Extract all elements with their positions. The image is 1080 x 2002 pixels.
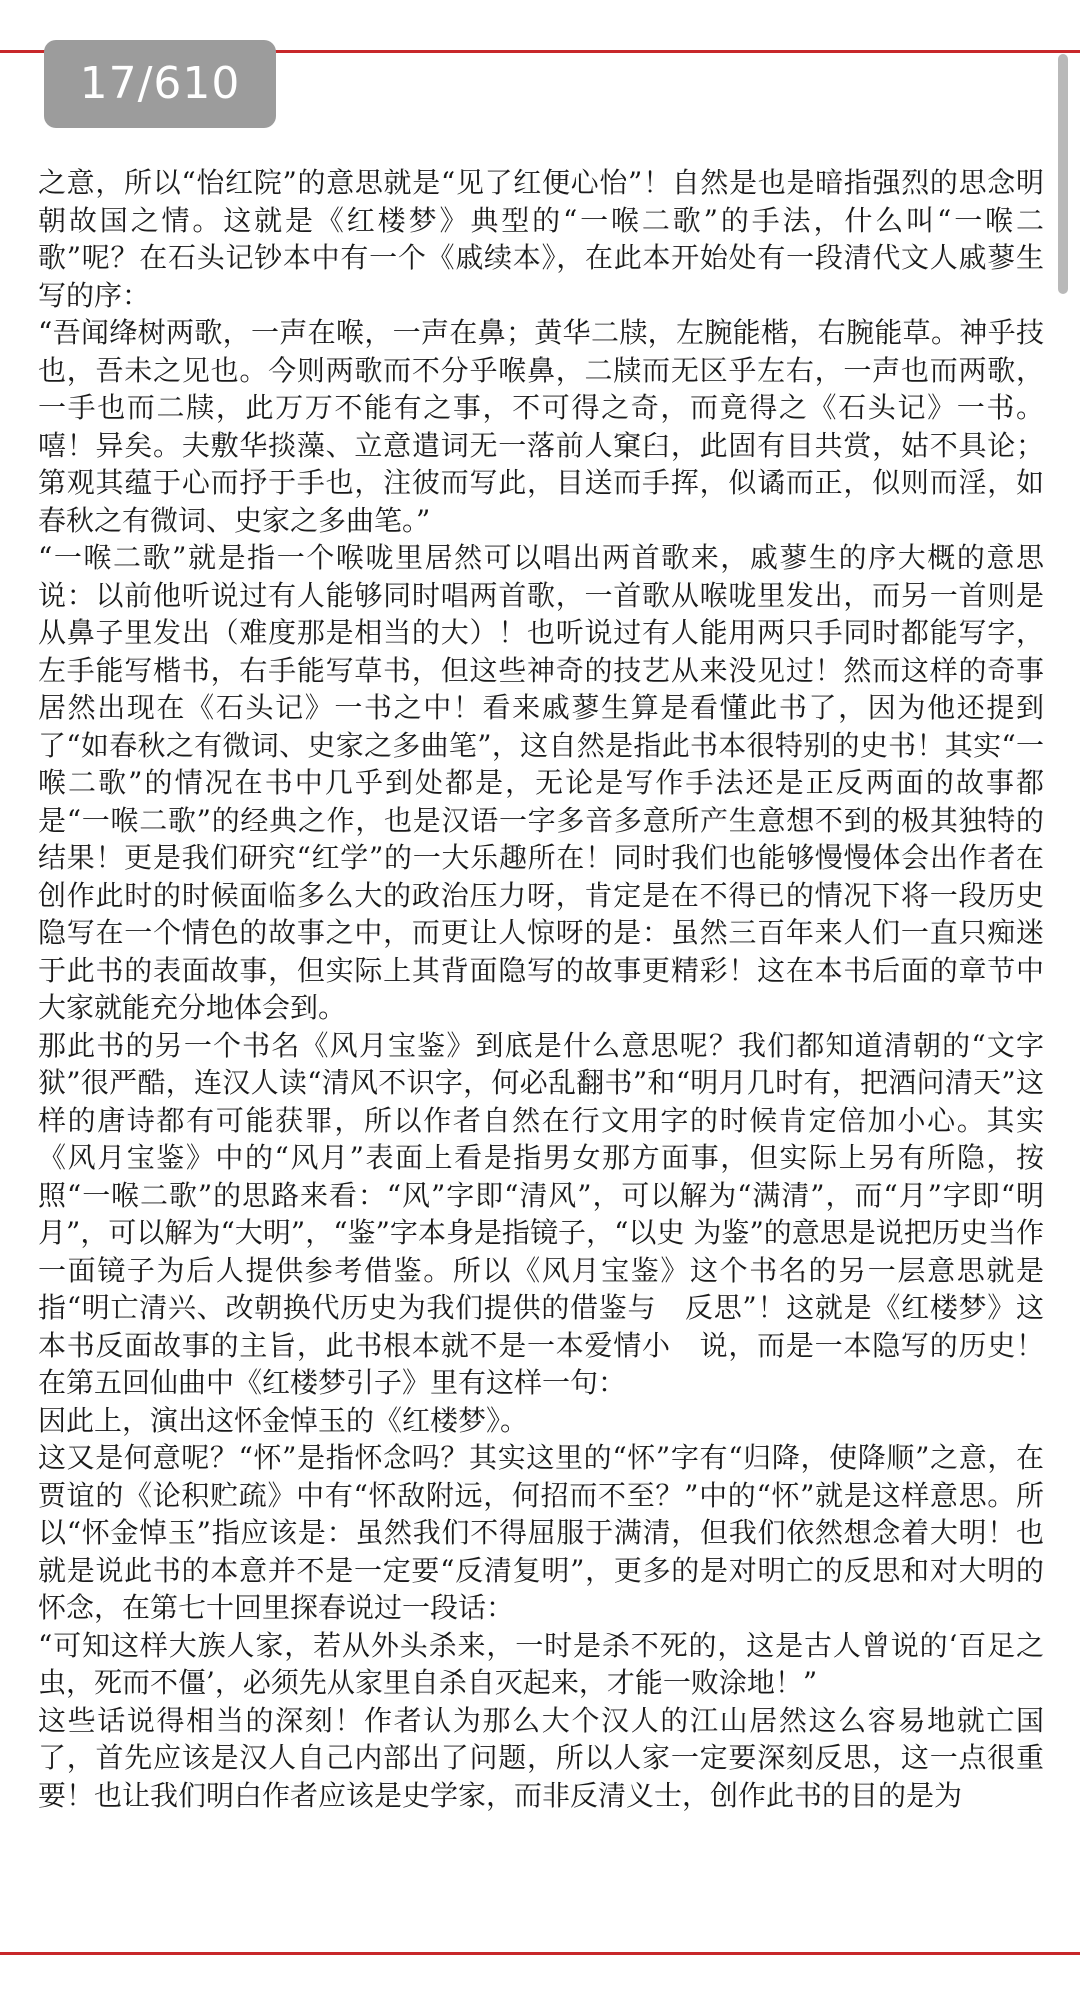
paragraph: 这又是何意呢？“怀”是指怀念吗？其实这里的“怀”字有“归降，使降顺”之意，在贾谊的《论积贮疏》中有“怀敌附远，何招而不至？”中的“怀”就是这样意思。所以“怀金悼玉”指应该是：虽然我们不得屈服于满清，但我们依然想念着大明！也就是说此书的本意并不是一定要“反清复明”，更多的是对明亡的反思和对大明的怀念，在第七十回里探春说过一段话： [38,1441,1044,1624]
paragraph: 之意，所以“怡红院”的意思就是“见了红便心怡”！自然是也是暗指强烈的思念明朝故国之情。这就是《红楼梦》典型的“一喉二歌”的手法，什么叫“一喉二歌”呢？在石头记钞本中有一个《戚续本》，在此本开始处有一段清代文人戚蓼生写的序： [38,166,1044,312]
paragraph: “可知这样大族人家，若从外头杀来，一时是杀不死的，这是古人曾说的‘百足之虫，死而不僵’，必须先从家里自杀自灭起来，才能一败涂地！” [38,1628,1044,1699]
reader-content[interactable] [38,164,1044,1934]
paragraph: “一喉二歌”就是指一个喉咙里居然可以唱出两首歌来，戚蓼生的序大概的意思说：以前他听说过有人能够同时唱两首歌，一首歌从喉咙里发出，而另一首则是从鼻子里发出（难度那是相当的大）！也听说过有人能用两只手同时都能写字，左手能写楷书，右手能写草书，但这些神奇的技艺从来没见过！然而这样的奇事居然出现在《石头记》一书之中！看来戚蓼生算是看懂此书了，因为他还提到了“如春秋之有微词、史家之多曲笔”，这自然是指此书本很特别的史书！其实“一喉二歌”的情况在书中几乎到处都是，无论是写作手法还是正反两面的故事都是“一喉二歌”的经典之作，也是汉语一字多音多意所产生意想不到的极其独特的结果！更是我们研究“红学”的一大乐趣所在！同时我们也能够慢慢体会出作者在创作此时的时候面临多么大的政治压力呀，肯定是在不得已的情况下将一段历史隐写在一个情色的故事之中，而更让人惊呀的是：虽然三百年来人们一直只痴迷于此书的表面故事，但实际上其背面隐写的故事更精彩！这在本书后面的章节中大家就能充分地体会到。 [38,541,1044,1024]
paragraph: “吾闻绛树两歌，一声在喉，一声在鼻；黄华二牍，左腕能楷，右腕能草。神乎技也，吾未之见也。今则两歌而不分乎喉鼻，二牍而无区乎左右，一声也而两歌，一手也而二牍，此万万不能有之事，不可得之奇，而竟得之《石头记》一书。嘻！异矣。夫敷华掞藻、立意遣词无一落前人窠臼，此固有目共赏，姑不具论；第观其蕴于心而抒于手也，注彼而写此，目送而手挥，似谲而正，似则而淫，如春秋之有微词、史家之多曲笔。” [38,316,1044,537]
page-indicator: 17/610 [44,40,276,128]
paragraph: 因此上，演出这怀金悼玉的《红楼梦》。 [38,1403,529,1437]
scrollbar-thumb[interactable] [1058,54,1068,294]
paragraph: 这些话说得相当的深刻！作者认为那么大个汉人的江山居然这么容易地就亡国了，首先应该是汉人自己内部出了问题，所以人家一定要深刻反思，这一点很重要！也让我们明白作者应该是史学家，而非反清义士，创作此书的目的是为 [38,1703,1044,1812]
paragraph: 那此书的另一个书名《风月宝鉴》到底是什么意思呢？我们都知道清朝的“文字狱”很严酷，连汉人读“清风不识字，何必乱翻书”和“明月几时有，把酒问清天”这样的唐诗都有可能获罪，所以作者自然在行文用字的时候肯定倍加小心。其实《风月宝鉴》中的“风月”表面上看是指男女那方面事，但实际上另有所隐，按照“一喉二歌”的思路来看：“风”字即“清风”，可以解为“满清”，而“月”字即“明月”，可以解为“大明”，“鉴”字本身是指镜子，“以史 为鉴”的意思是说把历史当作一面镜子为后人提供参考借鉴。所以《风月宝鉴》这个书名的另一层意思就是指“明亡清兴、改朝换代历史为我们提供的借鉴与 反思”！这就是《红楼梦》这本书反面故事的主旨，此书根本就不是一本爱情小 说，而是一本隐写的历史！在第五回仙曲中《红楼梦引子》里有这样一句： [38,1028,1044,1399]
bottom-rule [0,1952,1080,1955]
scrollbar-track[interactable] [1058,54,1068,1944]
